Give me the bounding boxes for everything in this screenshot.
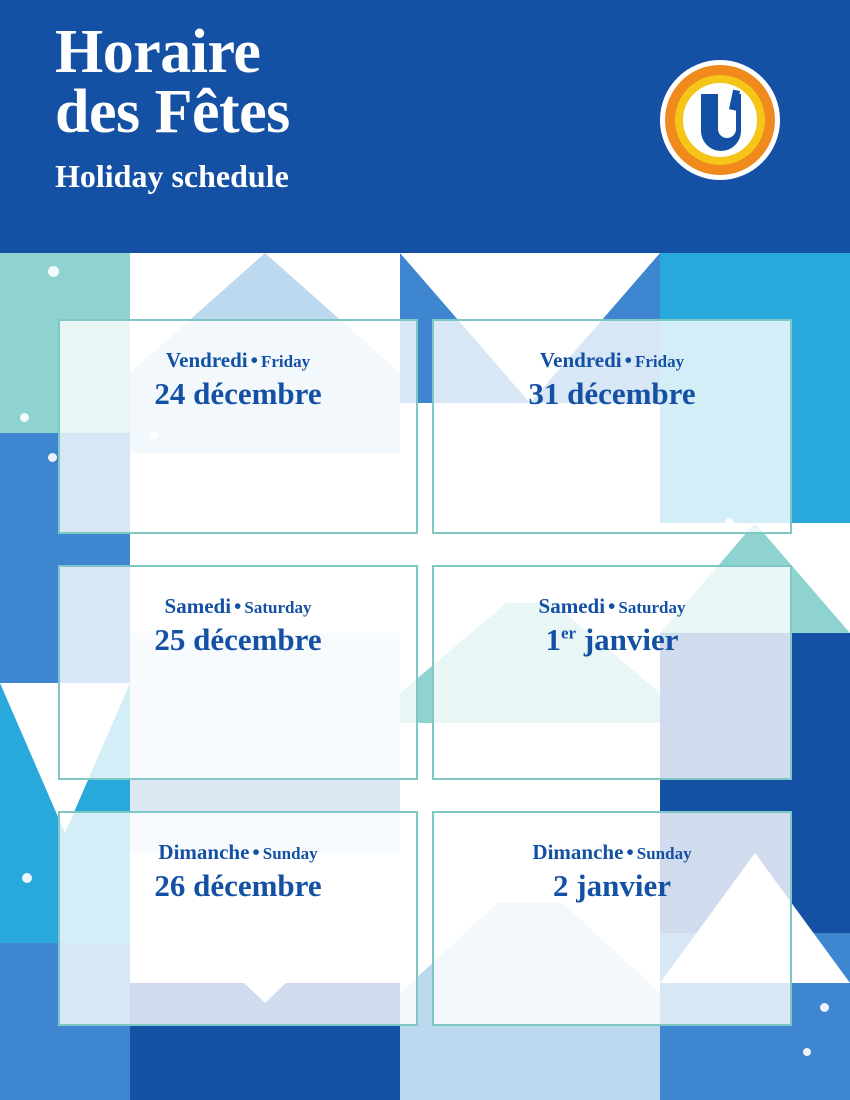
date-month: janvier: [576, 622, 679, 658]
day-separator: •: [234, 594, 242, 618]
card-day-line: [434, 841, 790, 864]
day-separator: •: [250, 348, 258, 372]
card-date: [434, 623, 790, 657]
schedule-card: [432, 811, 792, 1026]
page-title-fr-line2: des Fêtes: [55, 78, 290, 147]
card-date: 2 janvier: [553, 868, 671, 904]
card-date: 24 décembre: [154, 376, 322, 412]
day-fr: Samedi: [164, 594, 232, 618]
day-fr: Dimanche: [158, 840, 250, 864]
day-separator: •: [608, 594, 616, 618]
day-en: Saturday: [618, 598, 686, 617]
day-fr: Samedi: [538, 594, 606, 618]
date-ordinal-suffix: er: [560, 623, 577, 643]
card-day-line: [434, 595, 790, 618]
card-day-line: [434, 349, 790, 372]
schedule-card: [58, 811, 418, 1026]
day-en: Sunday: [636, 844, 692, 863]
schedule-grid: [0, 253, 850, 1100]
card-date: 31 décembre: [528, 376, 696, 412]
title-block: [55, 18, 290, 195]
day-en: Friday: [634, 352, 685, 371]
day-fr: Vendredi: [539, 348, 622, 372]
brand-logo-icon: [658, 58, 782, 182]
card-day-line: [60, 595, 416, 618]
date-prefix: 1: [545, 622, 561, 658]
schedule-card: [432, 319, 792, 534]
card-date: 25 décembre: [154, 622, 322, 658]
schedule-card: [432, 565, 792, 780]
card-day-line: [60, 841, 416, 864]
day-separator: •: [626, 840, 634, 864]
card-date: 26 décembre: [154, 868, 322, 904]
day-fr: Dimanche: [532, 840, 624, 864]
day-separator: •: [624, 348, 632, 372]
day-en: Friday: [260, 352, 311, 371]
day-fr: Vendredi: [165, 348, 248, 372]
schedule-card: [58, 319, 418, 534]
poster-header: [0, 0, 850, 253]
day-en: Sunday: [262, 844, 318, 863]
schedule-card: [58, 565, 418, 780]
day-en: Saturday: [244, 598, 312, 617]
page-title-en: Holiday schedule: [55, 158, 289, 195]
page-title-fr-line1: Horaire: [55, 18, 261, 86]
card-day-line: [60, 349, 416, 372]
day-separator: •: [252, 840, 260, 864]
